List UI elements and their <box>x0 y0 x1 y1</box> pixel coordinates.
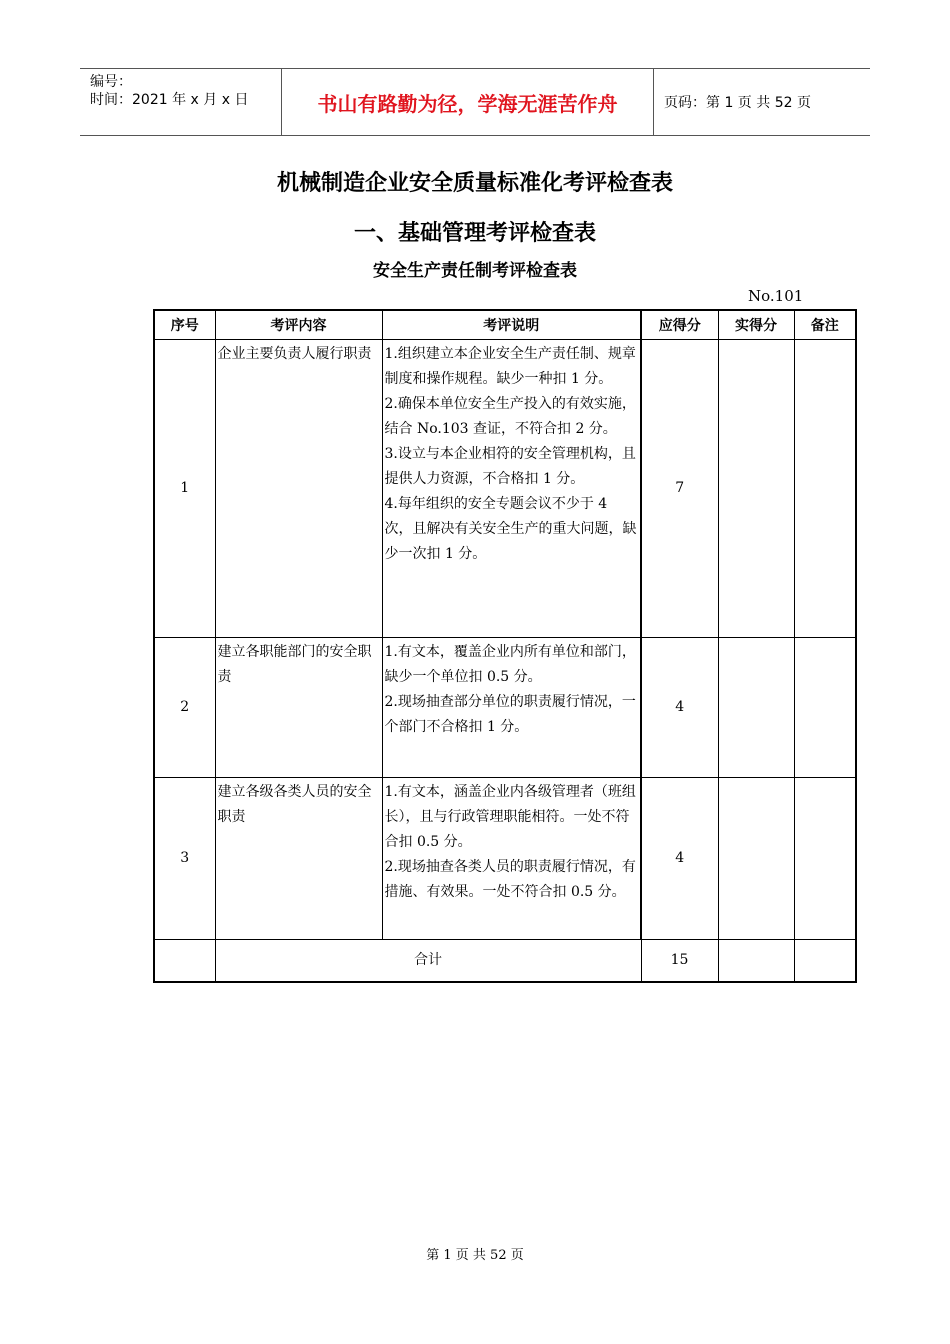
evaluation-content: 建立各职能部门的安全职责 <box>215 637 382 777</box>
column-header-score: 应得分 <box>641 310 718 339</box>
table-total-row <box>154 939 856 982</box>
total-num-cell <box>154 939 215 982</box>
header-divider <box>653 69 654 135</box>
required-score: 4 <box>641 637 718 777</box>
column-header-content: 考评内容 <box>215 310 382 339</box>
description-item: 1.组织建立本企业安全生产责任制、规章制度和操作规程。缺少一种扣 1 分。 <box>384 345 636 387</box>
page-footer: 第 1 页 共 52 页 <box>426 1248 524 1263</box>
column-header-actual: 实得分 <box>718 310 794 339</box>
actual-score-cell[interactable] <box>718 777 794 939</box>
doc-time-label: 时间：2021 年 x 月 x 日 <box>90 92 249 108</box>
actual-score-cell[interactable] <box>718 339 794 637</box>
description-item: 1.有文本，覆盖企业内所有单位和部门，缺少一个单位扣 0.5 分。 <box>384 643 636 685</box>
evaluation-description <box>382 777 641 939</box>
table-row <box>154 777 856 939</box>
table-title: 安全生产责任制考评检查表 <box>373 261 577 281</box>
remark-cell[interactable] <box>794 339 856 637</box>
header-page-info: 页码：第 1 页 共 52 页 <box>664 95 811 111</box>
row-number: 3 <box>154 777 215 939</box>
table-header-row <box>154 310 856 339</box>
required-score: 4 <box>641 777 718 939</box>
row-number: 1 <box>154 339 215 637</box>
evaluation-description <box>382 339 641 637</box>
document-title: 机械制造企业安全质量标准化考评检查表 <box>276 171 673 196</box>
table-row <box>154 339 856 637</box>
evaluation-content: 建立各级各类人员的安全职责 <box>215 777 382 939</box>
doc-code-label: 编号： <box>90 74 132 90</box>
header-meta <box>90 73 248 109</box>
description-item: 2.确保本单位安全生产投入的有效实施，结合 No.103 查证，不符合扣 2 分。 <box>384 395 636 437</box>
column-header-desc: 考评说明 <box>382 310 641 339</box>
total-remark-cell[interactable] <box>794 939 856 982</box>
actual-score-cell[interactable] <box>718 637 794 777</box>
total-score: 15 <box>641 939 718 982</box>
form-number: No.101 <box>748 287 804 305</box>
remark-cell[interactable] <box>794 777 856 939</box>
evaluation-content: 企业主要负责人履行职责 <box>215 339 382 637</box>
description-item: 2.现场抽查各类人员的职责履行情况，有措施、有效果。一处不符合扣 0.5 分。 <box>384 858 636 900</box>
description-item: 3.设立与本企业相符的安全管理机构，且提供人力资源，不合格扣 1 分。 <box>384 445 636 487</box>
column-header-num: 序号 <box>154 310 215 339</box>
description-item: 2.现场抽查部分单位的职责履行情况，一个部门不合格扣 1 分。 <box>384 693 636 735</box>
row-number: 2 <box>154 637 215 777</box>
page-header <box>80 68 870 136</box>
evaluation-checklist-table <box>153 309 857 983</box>
remark-cell[interactable] <box>794 637 856 777</box>
total-actual-score-cell[interactable] <box>718 939 794 982</box>
table-row <box>154 637 856 777</box>
column-header-remark: 备注 <box>794 310 856 339</box>
section-title: 一、基础管理考评检查表 <box>353 221 596 246</box>
header-motto: 书山有路勤为径，学海无涯苦作舟 <box>317 92 618 116</box>
description-item: 1.有文本，涵盖企业内各级管理者（班组长），且与行政管理职能相符。一处不符合扣 0.5 分。 <box>384 783 636 850</box>
evaluation-description <box>382 637 641 777</box>
required-score: 7 <box>641 339 718 637</box>
total-label: 合计 <box>215 939 641 982</box>
description-item: 4.每年组织的安全专题会议不少于 4 次，且解决有关安全生产的重大问题，缺少一次扣 1 分。 <box>384 495 637 562</box>
